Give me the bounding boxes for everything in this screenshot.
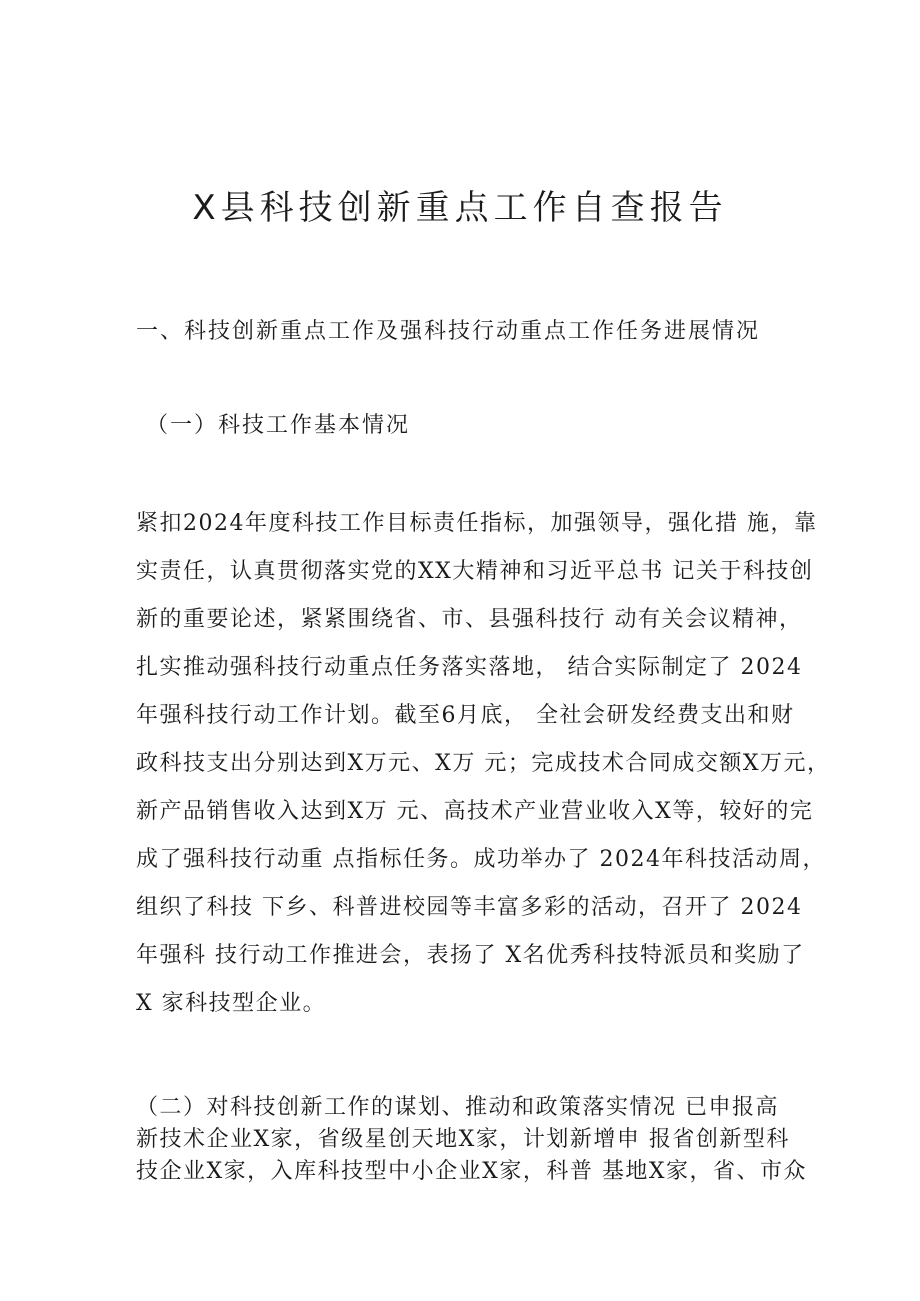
subsection-heading-1: （一）科技工作基本情况 [146, 413, 411, 438]
section-heading-1: 一、科技创新重点工作及强科技行动重点工作任务进展情况 [136, 319, 761, 344]
paragraph-line: 技企业X家，入库科技型中小企业X家，科普 基地X家，省、市众 [136, 1159, 807, 1184]
paragraph-line: 成了强科技行动重 点指标任务。成功举办了 2024年科技活动周， [136, 847, 826, 872]
paragraph-line: 扎实推动强科技行动重点任务落实落地， 结合实际制定了 2024 [136, 655, 803, 680]
paragraph-line: 年强科技行动工作计划。截至6月底， 全社会研发经费支出和财 [136, 703, 795, 728]
paragraph-line: 组织了科技 下乡、科普进校园等丰富多彩的活动，召开了 2024 [136, 895, 803, 920]
paragraph-basic-situation [136, 500, 836, 1028]
paragraph-line: 政科技支出分别达到X万元、X万 元；完成技术合同成交额X万元， [136, 751, 831, 776]
paragraph-line: 新的重要论述，紧紧围绕省、市、县强科技行 动有关会议精神， [136, 607, 803, 632]
paragraph-line: 新产品销售收入达到X万 元、高技术产业营业收入X等，较好的完 [136, 799, 814, 824]
paragraph-line: 年强科 技行动工作推进会，表扬了 X名优秀科技特派员和奖励了 [136, 943, 805, 968]
paragraph-line: （二）对科技创新工作的谋划、推动和政策落实情况 已申报高 [136, 1095, 779, 1120]
paragraph-line: 实责任，认真贯彻落实党的XX大精神和习近平总书 记关于科技创 [136, 559, 814, 584]
paragraph-planning-policy [136, 1092, 836, 1188]
paragraph-line: 新技术企业X家，省级星创天地X家，计划新增申 报省创新型科 [136, 1127, 790, 1152]
paragraph-line: X 家科技型企业。 [136, 991, 327, 1016]
paragraph-line: 紧扣2024年度科技工作目标责任指标，加强领导，强化措 施，靠 [136, 511, 818, 536]
document-title: X县科技创新重点工作自查报告 [192, 188, 728, 228]
